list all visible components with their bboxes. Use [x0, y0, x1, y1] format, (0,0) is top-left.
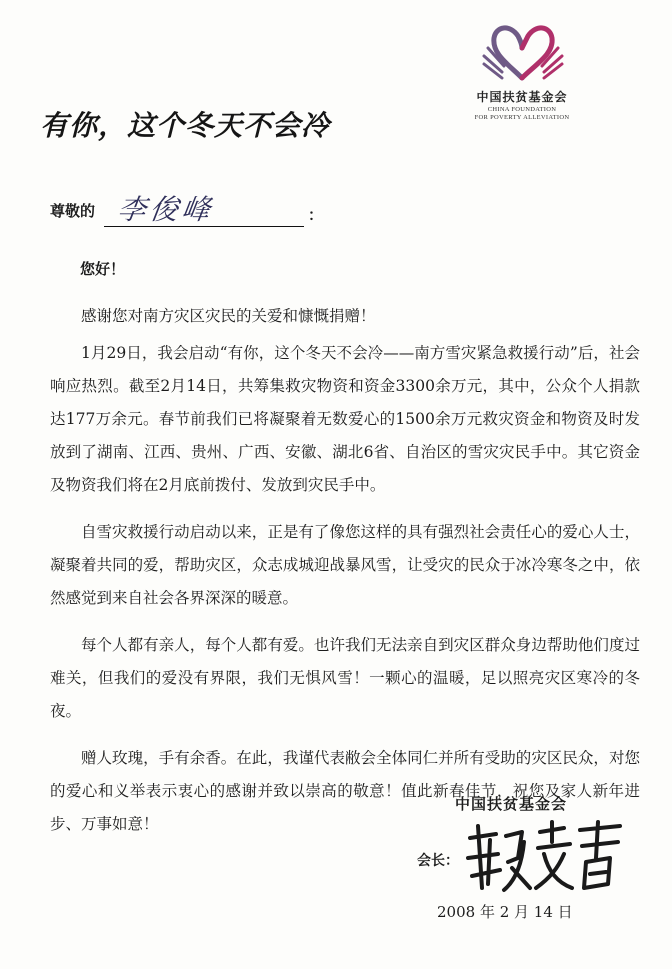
letter-date: 2008 年 2 月 14 日 [437, 903, 573, 921]
greeting: 您好！ [80, 260, 126, 278]
letter-title: 有你，这个冬天不会冷 [40, 109, 331, 142]
handwritten-signature [460, 818, 630, 902]
recipient-underline [104, 226, 304, 227]
heart-hands-icon [478, 18, 568, 86]
salutation-prefix: 尊敬的 [50, 202, 96, 220]
foundation-name-en-line1: CHINA FOUNDATION [487, 106, 557, 113]
paragraph: 感谢您对南方灾区灾民的关爱和慷慨捐赠！ [81, 307, 376, 325]
paragraph: 每个人都有亲人，每个人都有爱。也许我们无法亲自到灾区群众身边帮助他们度过难关，但我们的爱没有界限，我们无惧风雪！一颗心的温暖，足以照亮灾区寒冷的冬夜。 [50, 636, 640, 720]
recipient-name: 李俊峰 [115, 193, 217, 226]
signing-organization: 中国扶贫基金会 [455, 795, 568, 813]
paragraph: 赠人玫瑰，手有余香。在此，我谨代表敝会全体同仁并所有受助的灾区民众，对您的爱心和义举表示衷心的感谢并致以崇高的敬意！值此新春佳节，祝您及家人新年进步、万事如意！ [50, 749, 640, 833]
foundation-name-cn: 中国扶贫基金会 [476, 90, 568, 104]
paragraph: 1月29日，我会启动“有你，这个冬天不会冷——南方雪灾紧急救援行动”后，社会响应热烈。截至2月14日，共筹集救灾物资和资金3300余万元，其中，公众个人捐款达177万余元。春节前我们已将凝聚着无数爱心的1500余万元救灾资金和物资及时发放到了湖南、江西、贵州、广西、安徽、湖北6省、自治区的雪灾灾民手中。其它资金及物资我们将在2月底前拨付、发放到灾民手中。 [50, 344, 640, 494]
salutation-colon: ： [308, 206, 324, 224]
letter-body [50, 300, 640, 855]
foundation-name-en-line2: FOR POVERTY ALLEVIATION [474, 114, 570, 121]
president-label: 会长： [417, 853, 459, 869]
foundation-logo [468, 18, 578, 128]
paragraph: 自雪灾救援行动启动以来，正是有了像您这样的具有强烈社会责任心的爱心人士，凝聚着共同的爱，帮助灾区，众志成城迎战暴风雪，让受灾的民众于冰冷寒冬之中，依然感觉到来自社会各界深深的暖意。 [50, 523, 640, 607]
